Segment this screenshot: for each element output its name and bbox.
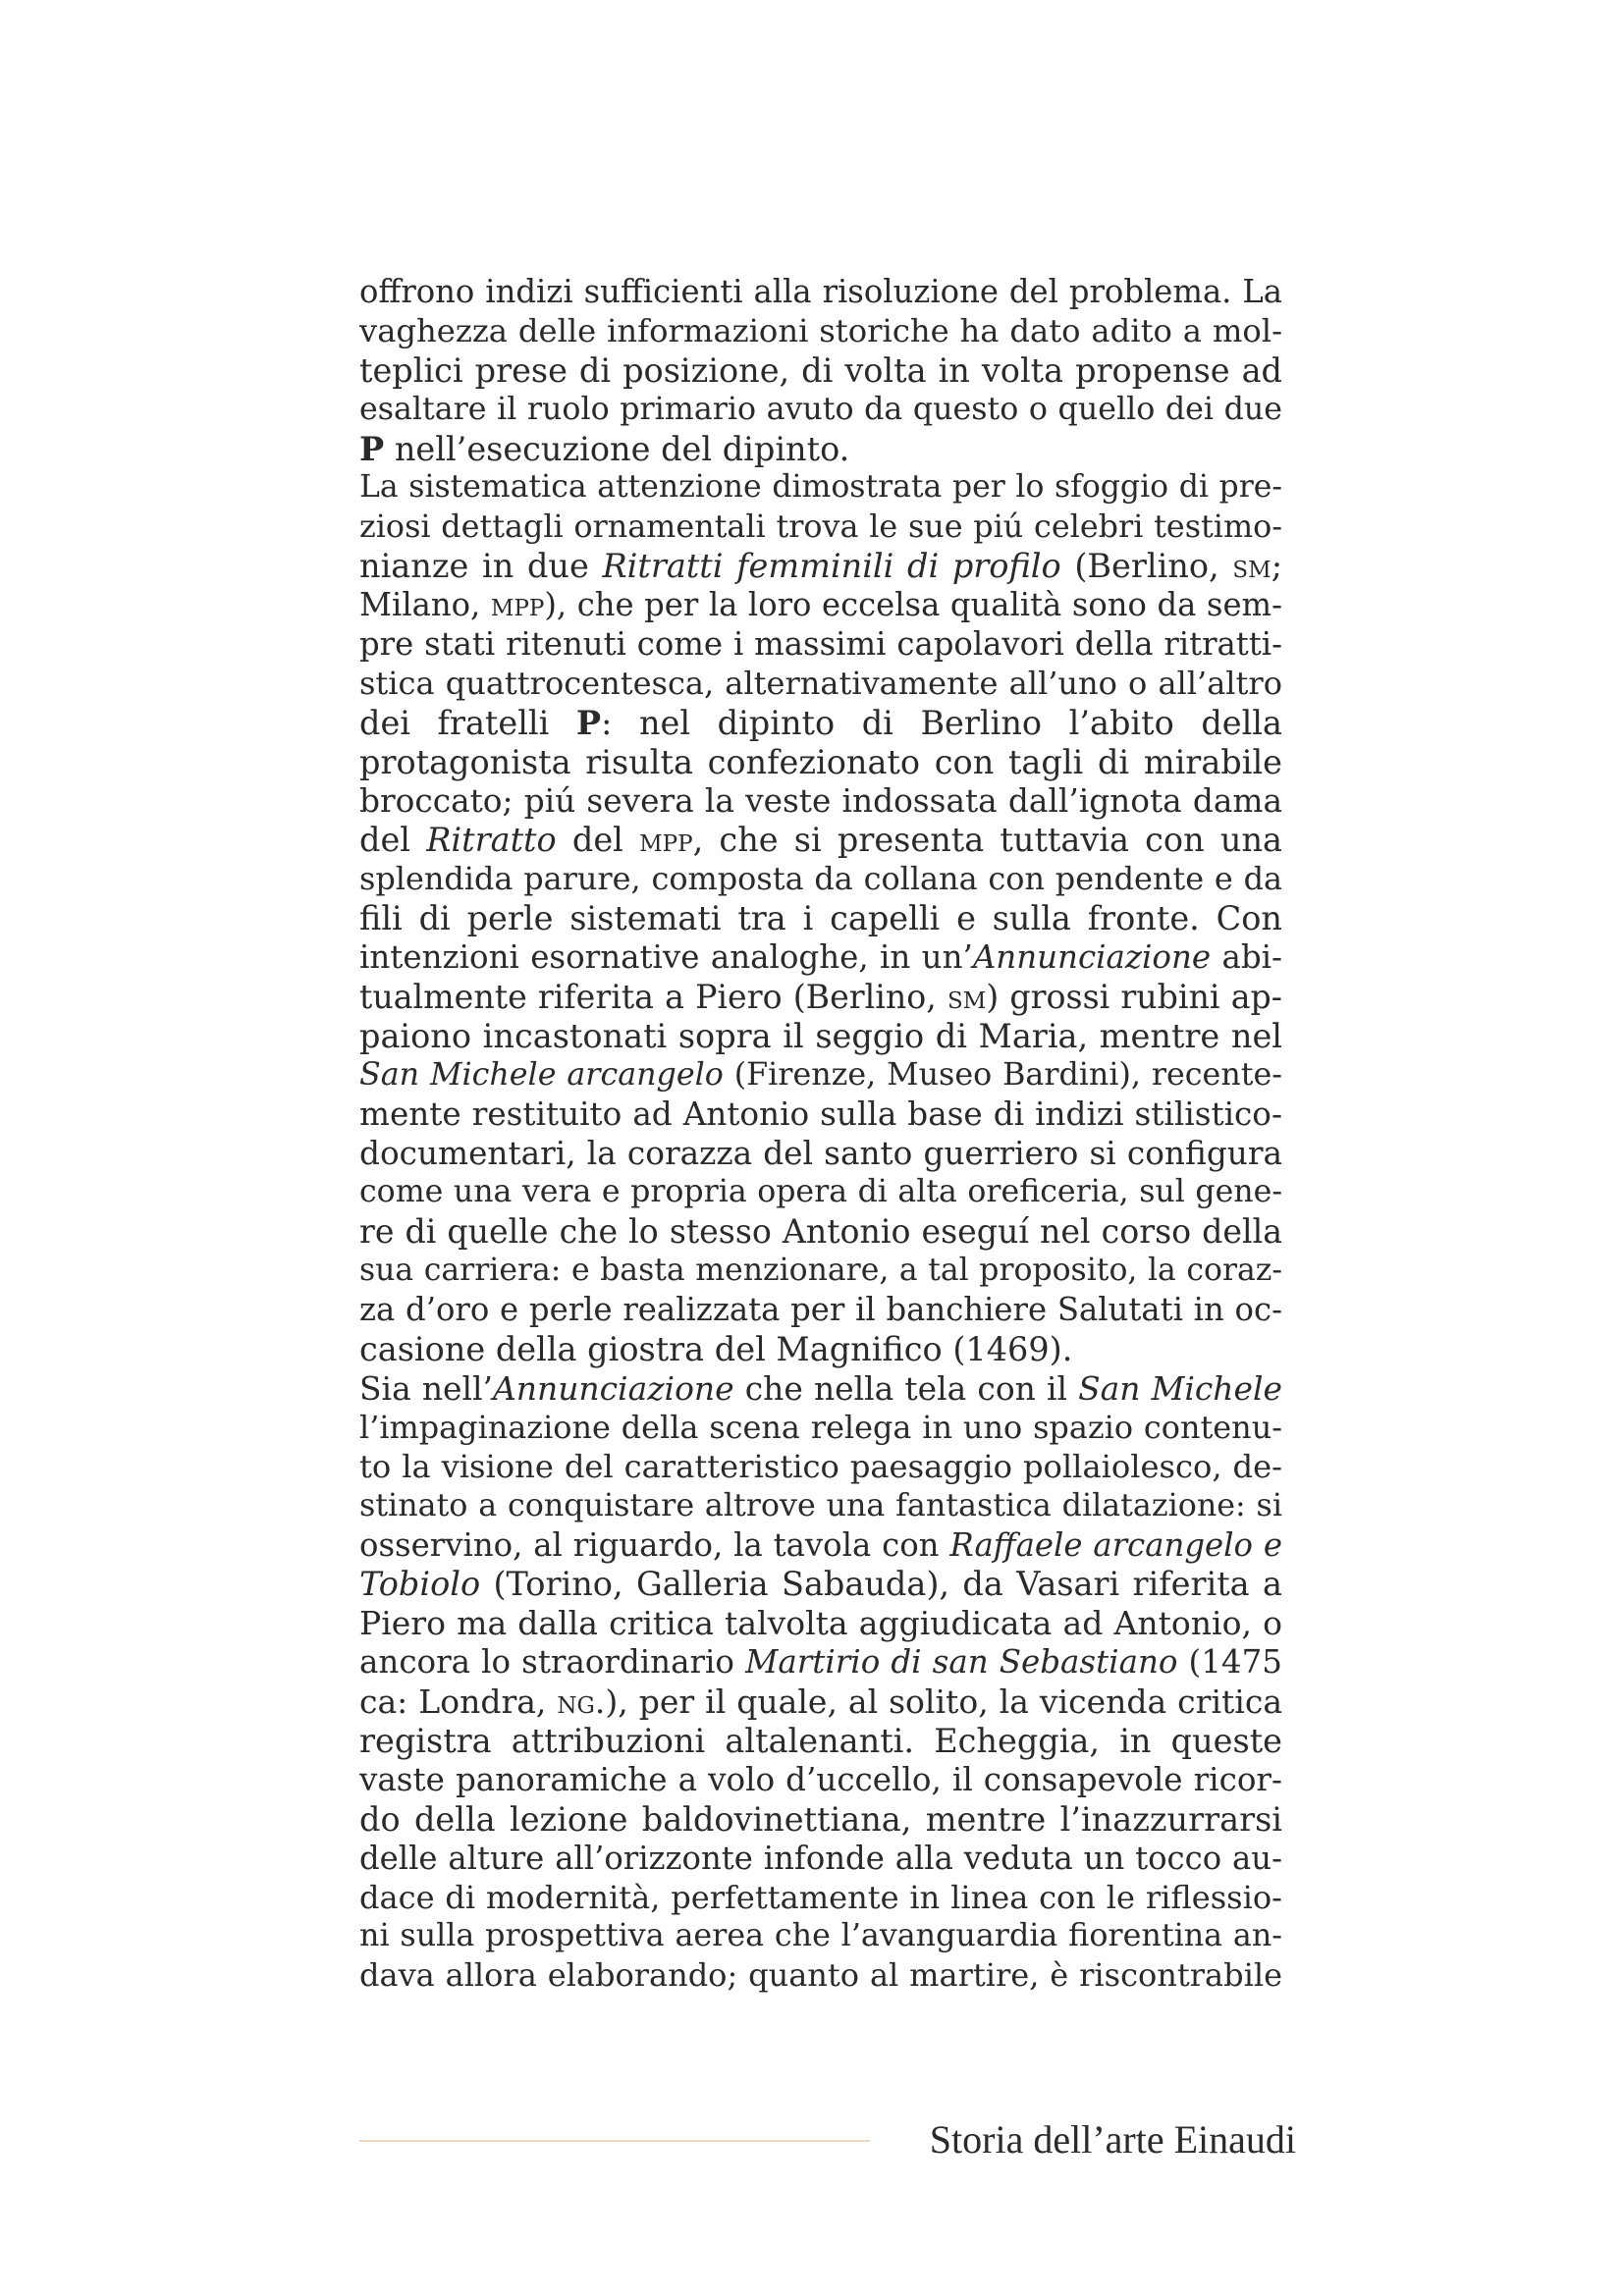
text-run: ) grossi rubini ap- <box>986 978 1282 1017</box>
text-line <box>359 1212 1282 1252</box>
text-run: stinato a conquistare altrove una fantastica dilatazione: si <box>359 1487 1282 1523</box>
text-line <box>359 1017 1282 1056</box>
text-line <box>359 704 1282 743</box>
italic-text: Annunciazione <box>493 1368 734 1408</box>
text-run: Sia nell’ <box>359 1368 494 1408</box>
text-line <box>359 468 1282 507</box>
text-run: sua carriera: e basta menzionare, a tal proposito, la coraz- <box>359 1253 1282 1289</box>
text-line <box>359 1448 1282 1487</box>
text-run: vaste panoramiche a volo d’uccello, il consapevole ricor- <box>359 1760 1282 1798</box>
text-run: teplici prese di posizione, di volta in volta propense ad <box>359 350 1282 390</box>
text-line <box>359 665 1282 704</box>
italic-text: San Michele arcangelo <box>359 1056 724 1093</box>
text-run: dava allora elaborando; quanto al martire, è riscontrabile <box>359 1956 1282 1995</box>
text-run: dei fratelli <box>359 703 576 742</box>
text-line <box>359 1056 1282 1095</box>
text-run: intenzioni esornative analoghe, in un’ <box>359 938 973 977</box>
text-run: nell’esecuzione del dipinto. <box>384 429 850 468</box>
bold-text: P <box>359 429 385 468</box>
italic-text: Ritratti femminili di profilo <box>602 547 1061 586</box>
text-line <box>359 430 1282 469</box>
small-caps-text: sm <box>947 978 987 1017</box>
text-run: ca: Londra, <box>359 1682 558 1722</box>
italic-text: San Michele <box>1078 1368 1282 1408</box>
small-caps-text: ng <box>557 1682 595 1722</box>
text-run: , che si presenta tuttavia con una <box>692 821 1282 860</box>
text-line <box>359 351 1282 391</box>
text-run: l’impaginazione della scena relega in uno spazio contenu- <box>359 1408 1282 1446</box>
text-run: delle alture all’orizzonte infonde alla veduta un tocco au- <box>359 1839 1282 1877</box>
text-run: ni sulla prospettiva aerea che l’avanguardia fiorentina an- <box>359 1918 1282 1954</box>
text-run: (Torino, Galleria Sabauda), da Vasari riferita a <box>480 1565 1282 1604</box>
text-run: vaghezza delle informazioni storiche ha dato adito a mol- <box>359 311 1282 349</box>
text-run: splendida parure, composta da collana con pendente e da <box>359 860 1282 898</box>
text-line <box>359 547 1282 586</box>
text-run: to la visione del caratteristico paesaggio pollaiolesco, de- <box>359 1447 1282 1485</box>
text-run: (Berlino, <box>1060 547 1233 586</box>
text-run: Piero ma dalla critica talvolta aggiudicata ad Antonio, o <box>359 1604 1282 1643</box>
text-run: offrono indizi sufficienti alla risoluzione del problema. La <box>359 273 1282 310</box>
text-line <box>359 273 1282 312</box>
text-run: registra attribuzioni altalenanti. Echeggia, in queste <box>359 1721 1282 1760</box>
text-line <box>359 743 1282 782</box>
bold-text: P <box>575 703 602 742</box>
text-line <box>359 586 1282 625</box>
small-caps-text: mpp <box>639 821 693 860</box>
text-line <box>359 1135 1282 1174</box>
text-run: mente restituito ad Antonio sulla base di indizi stilistico- <box>359 1095 1282 1133</box>
text-line <box>359 1682 1282 1722</box>
body-text <box>359 273 1282 1996</box>
text-line <box>359 312 1282 351</box>
text-line <box>359 1526 1282 1566</box>
italic-text: Raffaele arcangelo e <box>949 1525 1282 1564</box>
text-line <box>359 821 1282 860</box>
text-run: dace di modernità, perfettamente in linea con le riflessio- <box>359 1878 1282 1916</box>
text-run: (1475 <box>1177 1643 1282 1682</box>
text-line <box>359 1565 1282 1604</box>
text-run: casione della giostra del Magnifico (1469). <box>359 1330 1073 1369</box>
text-run: documentari, la corazza del santo guerriero si configura <box>359 1134 1282 1172</box>
text-run: ancora lo straordinario <box>359 1643 746 1682</box>
text-run: abi- <box>1211 938 1282 977</box>
text-run: che nella tela con il <box>733 1368 1079 1408</box>
text-line <box>359 1173 1282 1212</box>
text-run: La sistematica attenzione dimostrata per lo sfoggio di pre- <box>359 469 1282 506</box>
small-caps-text: sm <box>1232 547 1271 586</box>
text-line <box>359 1761 1282 1800</box>
text-run: ; <box>1271 547 1282 586</box>
text-line <box>359 391 1282 430</box>
text-run: paiono incastonati sopra il seggio di Maria, mentre nel <box>359 1016 1282 1055</box>
text-line <box>359 1800 1282 1840</box>
text-run: esaltare il ruolo primario avuto da questo o quello dei due <box>359 391 1282 427</box>
text-run: del <box>556 821 640 860</box>
text-run: fili di perle sistemati tra i capelli e sulla fronte. Con <box>359 899 1282 938</box>
text-run: : nel dipinto di Berlino l’abito della <box>601 703 1282 742</box>
text-line <box>359 1487 1282 1526</box>
text-line <box>359 1369 1282 1409</box>
text-run: ziosi dettagli ornamentali trova le sue piú celebri testimo- <box>359 508 1282 546</box>
text-run: tualmente riferita a Piero (Berlino, <box>359 978 947 1017</box>
text-run: .), per il quale, al solito, la vicenda critica <box>594 1682 1283 1722</box>
text-line <box>359 1291 1282 1330</box>
text-run: ), che per la loro eccelsa qualità sono da sem- <box>544 586 1282 624</box>
footer-rule <box>359 2140 870 2142</box>
footer-title: Storia dell’arte Einaudi <box>929 2117 1296 2162</box>
text-line <box>359 1956 1282 1996</box>
text-line <box>359 978 1282 1017</box>
text-line <box>359 1095 1282 1135</box>
text-line <box>359 1722 1282 1761</box>
text-run: Milano, <box>359 586 491 624</box>
text-line <box>359 507 1282 547</box>
text-line <box>359 1917 1282 1956</box>
text-run: re di quelle che lo stesso Antonio eseguí nel corso della <box>359 1212 1282 1252</box>
text-run: stica quattrocentesca, alternativamente all’uno o all’altro <box>359 664 1282 702</box>
text-line <box>359 1409 1282 1448</box>
page-footer <box>359 2110 1296 2169</box>
text-run: pre stati ritenuti come i massimi capolavori della ritratti- <box>359 625 1282 664</box>
italic-text: Ritratto <box>426 821 557 860</box>
small-caps-text: mpp <box>490 586 545 624</box>
text-line <box>359 1330 1282 1369</box>
text-run: broccato; piú severa la veste indossata dall’ignota dama <box>359 781 1282 820</box>
text-run: come una vera e propria opera di alta oreficeria, sul gene- <box>359 1174 1282 1210</box>
text-line <box>359 625 1282 665</box>
text-run: nianze in due <box>359 547 603 586</box>
text-line <box>359 1252 1282 1291</box>
italic-text: Annunciazione <box>972 938 1212 977</box>
text-run: protagonista risulta confezionato con tagli di mirabile <box>359 742 1282 781</box>
text-run: (Firenze, Museo Bardini), recente- <box>723 1056 1282 1093</box>
text-line <box>359 1879 1282 1918</box>
italic-text: Martirio di san Sebastiano <box>745 1643 1178 1682</box>
text-line <box>359 938 1282 978</box>
text-run: za d’oro e perle realizzata per il banchiere Salutati in oc- <box>359 1291 1282 1329</box>
text-line <box>359 1604 1282 1643</box>
text-line <box>359 1643 1282 1682</box>
text-run: do della lezione baldovinettiana, mentre l’inazzurrarsi <box>359 1799 1282 1839</box>
text-run: del <box>359 821 427 860</box>
text-run: osservino, al riguardo, la tavola con <box>359 1525 950 1564</box>
text-line <box>359 899 1282 938</box>
text-line <box>359 860 1282 899</box>
text-line <box>359 1840 1282 1879</box>
text-line <box>359 782 1282 822</box>
italic-text: Tobiolo <box>359 1565 481 1604</box>
